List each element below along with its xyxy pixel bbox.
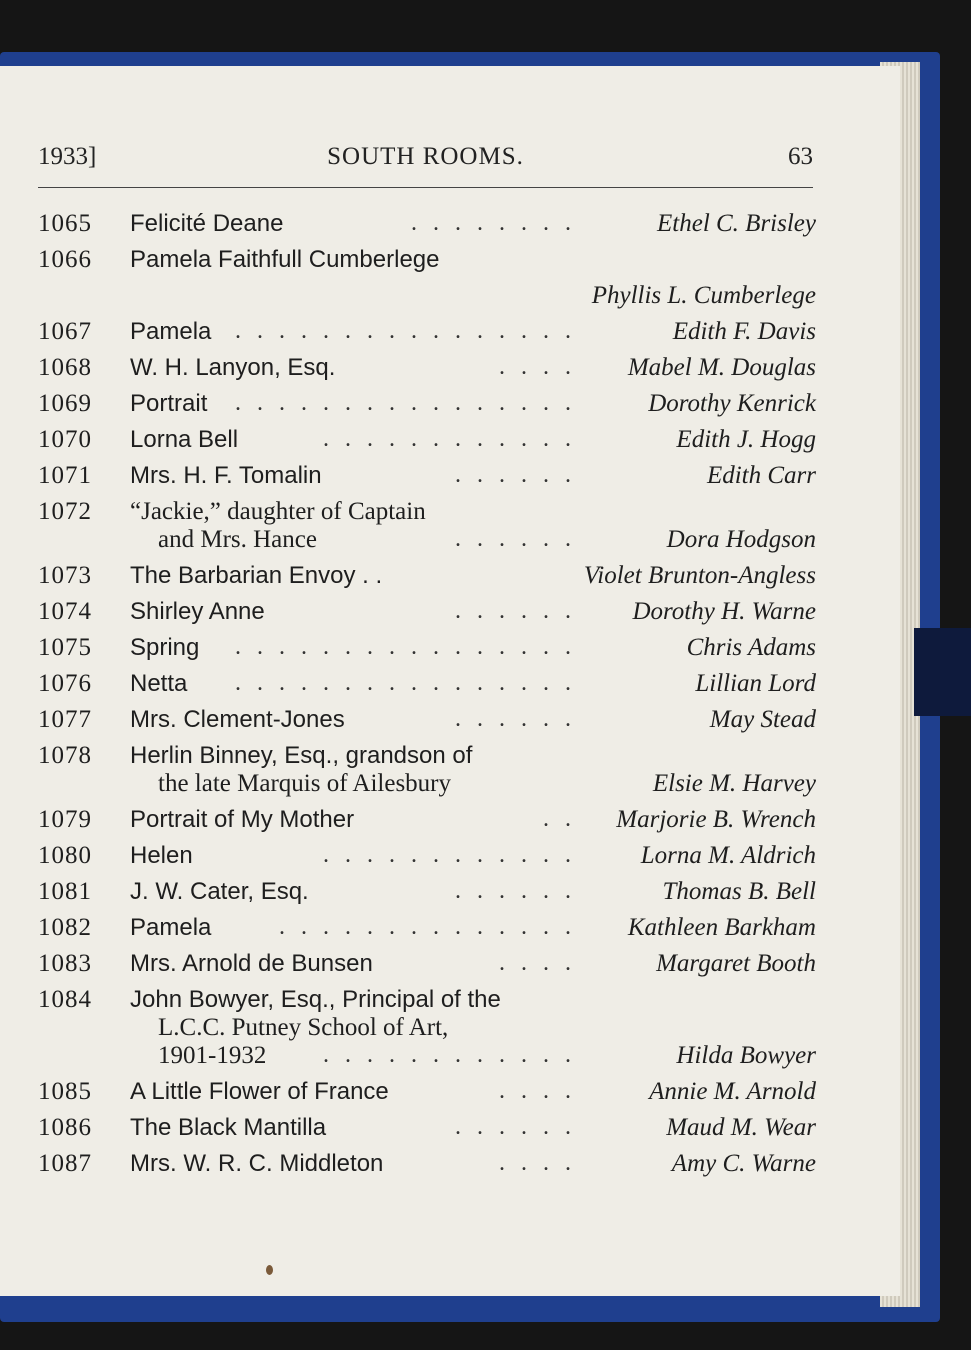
entry-number: 1081 [38,878,92,905]
entry-title: A Little Flower of France [130,1078,389,1105]
entry-artist: Dorothy Kenrick [648,390,816,417]
entry-title: Mrs. Arnold de Bunsen [130,950,373,977]
leader-dots: . . . . . . . . . . . . [323,426,576,452]
entry-line [38,350,816,386]
catalogue-entry [38,702,816,738]
entry-artist: Elsie M. Harvey [652,770,816,797]
entry-number: 1074 [38,598,92,625]
entry-line [38,666,816,702]
catalogue-entry [38,802,816,838]
catalogue-entry [38,738,816,802]
entry-line [38,206,816,242]
entry-artist: Edith J. Hogg [676,426,816,453]
leader-dots: . . . . . . [455,706,576,732]
entry-line [38,838,816,874]
entry-title: 1901-1932 [158,1042,267,1069]
entry-artist: Amy C. Warne [671,1150,816,1177]
entry-number: 1069 [38,390,92,417]
leader-dots: . . . . . . . . . . . . [323,1042,576,1068]
entry-title: Felicité Deane [130,210,284,237]
entry-number: 1066 [38,246,92,273]
entry-number: 1080 [38,842,92,869]
entry-line [38,458,816,494]
entry-title: “Jackie,” daughter of Captain [130,498,426,525]
entry-artist: Marjorie B. Wrench [616,806,816,833]
entry-title: Pamela Faithfull Cumberlege [130,246,440,273]
entry-title: Herlin Binney, Esq., grandson of [130,742,473,769]
entry-title: Mrs. Clement-Jones [130,706,345,733]
entry-number: 1083 [38,950,92,977]
catalogue-entry [38,422,816,458]
header-rule [38,187,813,188]
entry-line [38,1110,816,1146]
entry-title: Mrs. H. F. Tomalin [130,462,322,489]
leader-dots: . . . . . . [455,598,576,624]
leader-dots: . . . . . . . . . . . . . . . . [235,390,576,416]
catalogue-entry [38,594,816,630]
leader-dots: . . . . [499,1150,576,1176]
entry-title: Spring [130,634,200,661]
header-year: 1933] [38,143,97,170]
entry-artist: Margaret Booth [656,950,816,977]
entry-number: 1078 [38,742,92,769]
leader-dots: . . . . . . . . . . . . . . . . [235,634,576,660]
entry-number: 1084 [38,986,92,1013]
entry-title: Pamela [130,914,212,941]
catalogue-entry [38,494,816,558]
catalogue-entry [38,630,816,666]
entry-title: J. W. Cater, Esq. [130,878,309,905]
leader-dots: . . . . . . . . . . . . . . [279,914,576,940]
entry-title: Portrait of My Mother [130,806,355,833]
entry-line [38,242,816,278]
entry-number: 1070 [38,426,92,453]
catalogue-entry [38,910,816,946]
catalogue-entry [38,350,816,386]
page-header [38,143,813,179]
entry-number: 1073 [38,562,92,589]
entry-title: W. H. Lanyon, Esq. [130,354,336,381]
leader-dots: . . . . [499,354,576,380]
catalogue-entry [38,838,816,874]
catalogue-entry [38,874,816,910]
entry-artist: Thomas B. Bell [662,878,816,905]
entry-line [38,558,816,594]
catalogue-entry [38,1074,816,1110]
entry-title: John Bowyer, Esq., Principal of the [130,986,501,1013]
entry-title: Portrait [130,390,208,417]
entry-title: The Barbarian Envoy . . [130,562,383,589]
entry-line [38,422,816,458]
entry-line [38,1146,816,1182]
catalogue-entry [38,1146,816,1182]
entry-title: The Black Mantilla [130,1114,327,1141]
entry-title: Mrs. W. R. C. Middleton [130,1150,384,1177]
entry-number: 1072 [38,498,92,525]
leader-dots: . . . . [499,950,576,976]
entry-artist: Dorothy H. Warne [632,598,816,625]
entry-artist: May Stead [709,706,816,733]
entry-line [38,314,816,350]
leader-dots: . . . . . . [455,878,576,904]
paper-speck [266,1265,273,1275]
entry-number: 1077 [38,706,92,733]
entry-line [38,946,816,982]
entry-artist: Edith Carr [706,462,816,489]
entry-line [38,494,816,525]
entry-line [38,910,816,946]
entry-title: Netta [130,670,188,697]
entry-artist: Hilda Bowyer [676,1042,816,1069]
catalogue-entry [38,242,816,314]
catalogue-entry [38,946,816,982]
entry-line [38,702,816,738]
entry-number: 1085 [38,1078,92,1105]
entry-line [38,738,816,769]
entry-line [38,278,816,314]
catalogue-entry [38,558,816,594]
entry-title: the late Marquis of Ailesbury [158,770,451,797]
bookmark-tab [914,628,971,716]
entry-artist: Lillian Lord [695,670,816,697]
entry-line [38,874,816,910]
catalogue-entry [38,1110,816,1146]
catalogue-entry [38,458,816,494]
entry-line [38,1010,816,1041]
entry-line [38,802,816,838]
catalogue-list [38,206,816,1182]
catalogue-entry [38,666,816,702]
entry-artist: Maud M. Wear [666,1114,816,1141]
entry-line [38,1074,816,1110]
entry-line [38,982,816,1013]
leader-dots: . . . . . . . . . . . . . . . . [235,318,576,344]
entry-line [38,766,816,802]
entry-title: Helen [130,842,193,869]
entry-number: 1082 [38,914,92,941]
catalogue-entry [38,386,816,422]
entry-number: 1087 [38,1150,92,1177]
entry-number: 1068 [38,354,92,381]
entry-artist: Violet Brunton-Angless [583,562,816,589]
entry-artist: Edith F. Davis [672,318,816,345]
entry-line [38,522,816,558]
entry-number: 1075 [38,634,92,661]
catalogue-entry [38,314,816,350]
entry-artist: Lorna M. Aldrich [640,842,816,869]
leader-dots: . . [543,806,576,832]
entry-number: 1076 [38,670,92,697]
header-title: SOUTH ROOMS. [327,143,524,170]
entry-artist: Mabel M. Douglas [627,354,816,381]
catalogue-entry [38,206,816,242]
entry-artist: Kathleen Barkham [627,914,816,941]
entry-artist: Annie M. Arnold [649,1078,816,1105]
leader-dots: . . . . [499,1078,576,1104]
entry-number: 1067 [38,318,92,345]
entry-number: 1079 [38,806,92,833]
entry-artist: Chris Adams [686,634,816,661]
leader-dots: . . . . . . . . . . . . [323,842,576,868]
entry-title: and Mrs. Hance [158,526,317,553]
leader-dots: . . . . . . [455,526,576,552]
entry-line [38,386,816,422]
entry-number: 1086 [38,1114,92,1141]
entry-line [38,1038,816,1074]
entry-title: Shirley Anne [130,598,265,625]
entry-title: L.C.C. Putney School of Art, [158,1014,449,1041]
entry-line [38,594,816,630]
entry-artist: Dora Hodgson [666,526,816,553]
leader-dots: . . . . . . . . [411,210,576,236]
catalogue-entry [38,982,816,1074]
entry-title: Pamela [130,318,212,345]
page-number: 63 [788,143,813,170]
entry-number: 1065 [38,210,92,237]
leader-dots: . . . . . . . . . . . . . . . . [235,670,576,696]
entry-artist: Phyllis L. Cumberlege [591,282,816,309]
entry-line [38,630,816,666]
entry-number: 1071 [38,462,92,489]
entry-title: Lorna Bell [130,426,239,453]
leader-dots: . . . . . . [455,462,576,488]
entry-artist: Ethel C. Brisley [657,210,816,237]
leader-dots: . . . . . . [455,1114,576,1140]
